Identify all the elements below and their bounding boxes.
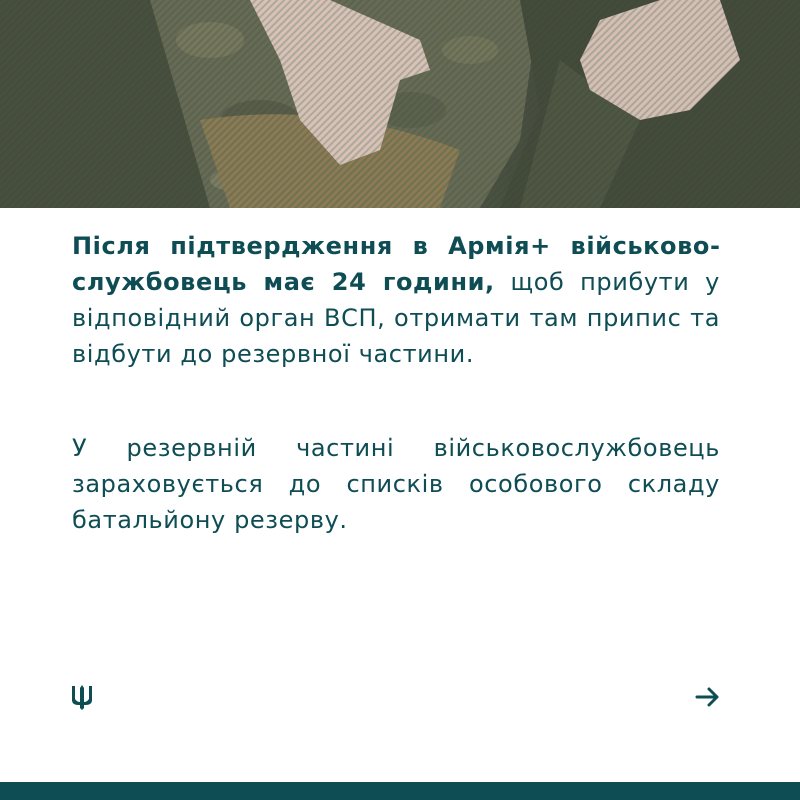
paragraph-deadline-rest: щоб прибути у відповідний орган ВСП, отримати там припис та відбути до резервної частини. bbox=[72, 268, 720, 368]
paragraph-deadline-bold: Після підтвердження в Армія+ військовослужбовець має 24 години, bbox=[72, 232, 720, 296]
main-content bbox=[72, 228, 720, 538]
bottom-bar bbox=[0, 782, 800, 800]
hero-image bbox=[0, 0, 800, 208]
trident-icon bbox=[70, 684, 94, 710]
paragraph-enrollment: У резервній частині військовослужбовець зараховується до списків особового складу батальйону резерву. bbox=[72, 434, 720, 534]
arrow-right-icon[interactable] bbox=[694, 684, 722, 710]
paragraph-deadline bbox=[72, 228, 720, 372]
